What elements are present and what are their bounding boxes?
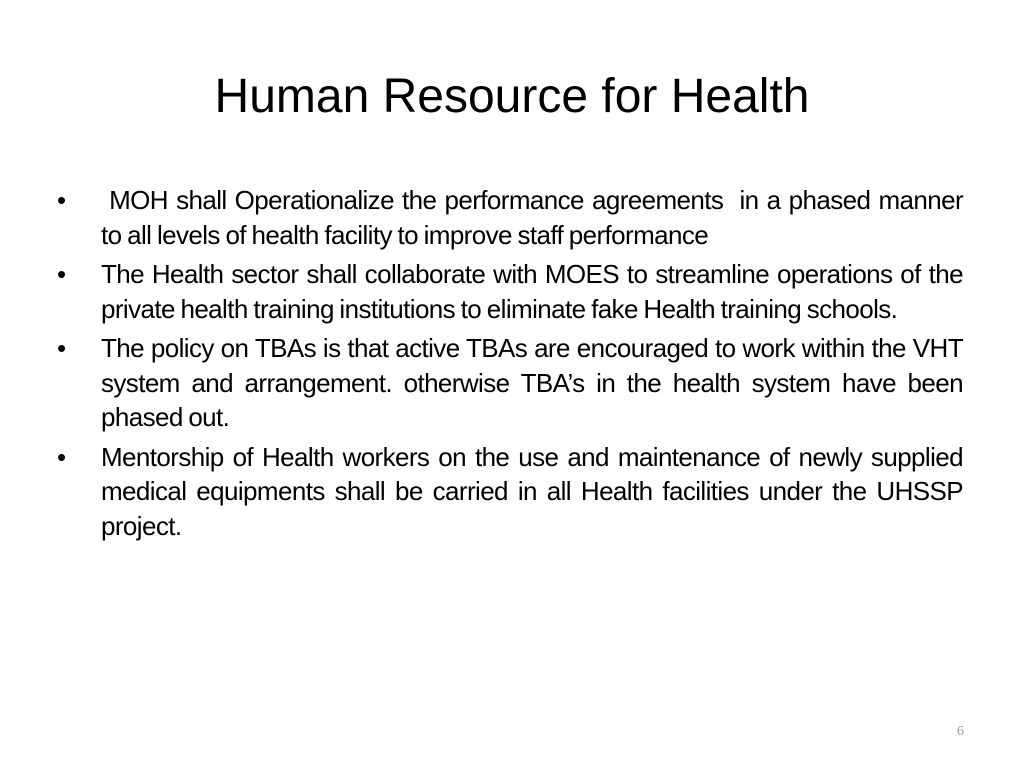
bullet-icon: • <box>57 333 66 363</box>
bullet-text: MOH shall Operationalize the performance agreements in a phased manner to all levels of health facility to improve staff performance <box>101 185 975 250</box>
bullet-icon: • <box>57 441 66 472</box>
bullet-item-1 <box>57 183 975 252</box>
bullet-list <box>57 183 975 548</box>
page-number: 6 <box>957 724 964 739</box>
bullet-icon: • <box>57 185 66 215</box>
bullet-item-4 <box>57 440 963 544</box>
bullet-text: The Health sector shall collaborate with MOES to streamline operations of the private health training institutions to eliminate fake Health training schools. <box>101 259 963 324</box>
bullet-text: Mentorship of Health workers on the use and maintenance of newly supplied medical equipments shall be carried in all Health facilities under the UHSSP project. <box>101 441 963 541</box>
bullet-item-2 <box>57 257 963 326</box>
bullet-item-3 <box>57 331 963 435</box>
bullet-icon: • <box>57 259 66 289</box>
bullet-text: The policy on TBAs is that active TBAs are encouraged to work within the VHT system and arrangement. otherwise TBA’s in the health system have been phased out. <box>101 333 963 432</box>
slide-title: Human Resource for Health <box>214 70 810 123</box>
